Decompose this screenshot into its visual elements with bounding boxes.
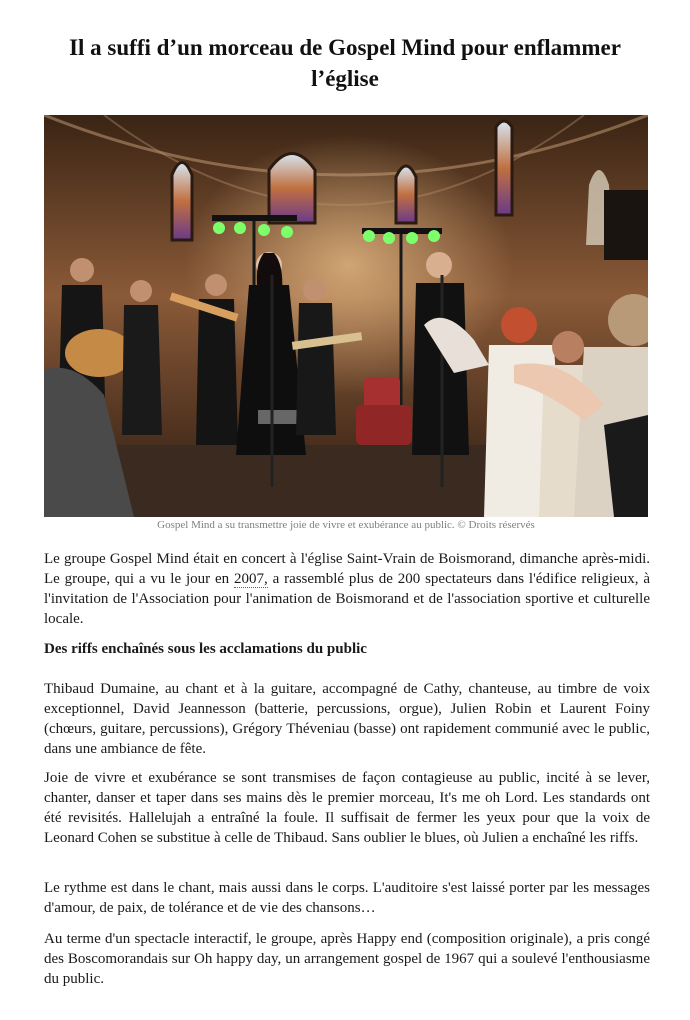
article-subheading: Des riffs enchaînés sous les acclamations du public bbox=[44, 641, 367, 657]
paragraph-finale: Au terme d'un spectacle interactif, le groupe, après Happy end (composition originale), a pris congé des Boscomorandais sur Oh happy day, un arrangement gospel de 1967 qui a soulevé l'enthousiasme du public. bbox=[44, 931, 650, 987]
paragraph-intro-before: Le groupe Gospel Mind était en concert à l'église Saint-Vrain de Boismorand, dimanche après-midi. Le groupe, qui a vu le jour en bbox=[44, 551, 650, 587]
paragraph-intro-after: a rassemblé plus de 200 spectateurs dans l'édifice religieux, à l'invitation de l'Association pour l'animation de Boismorand et de l'association sportive et culturelle locale. bbox=[44, 571, 650, 627]
concert-photo bbox=[44, 115, 648, 517]
paragraph-rhythm: Le rythme est dans le chant, mais aussi dans le corps. L'auditoire s'est laissé porter par les messages d'amour, de paix, de tolérance et de vie des chansons… bbox=[44, 880, 650, 916]
paragraph-intro bbox=[44, 549, 650, 629]
article-headline: Il a suffi d’un morceau de Gospel Mind pour enflammer l’église bbox=[69, 35, 621, 91]
photo-caption: Gospel Mind a su transmettre joie de vivre et exubérance au public. © Droits réservés bbox=[157, 519, 535, 531]
paragraph-atmosphere: Joie de vivre et exubérance se sont transmises de façon contagieuse au public, incité à se lever, chanter, danser et taper dans ses mains dès le premier morceau, It's me oh Lord. Les standards ont été revisités. Hallelujah a entraîné la foule. Il suffisait de fermer les yeux pour que la voix de Leonard Cohen se substitue à celle de Thibaud. Sans oublier le blues, où Julien a enchaîné les riffs. bbox=[44, 770, 650, 846]
year-annotation: 2007, bbox=[233, 571, 268, 587]
paragraph-members: Thibaud Dumaine, au chant et à la guitare, accompagné de Cathy, chanteuse, au timbre de voix exceptionnel, David Jeannesson (batterie, percussions, orgue), Julien Robin et Laurent Foiny (chœurs, guitare, percussions), Grégory Théveniau (basse) ont rapidement communié avec le public, dans une ambiance de fête. bbox=[44, 681, 650, 757]
